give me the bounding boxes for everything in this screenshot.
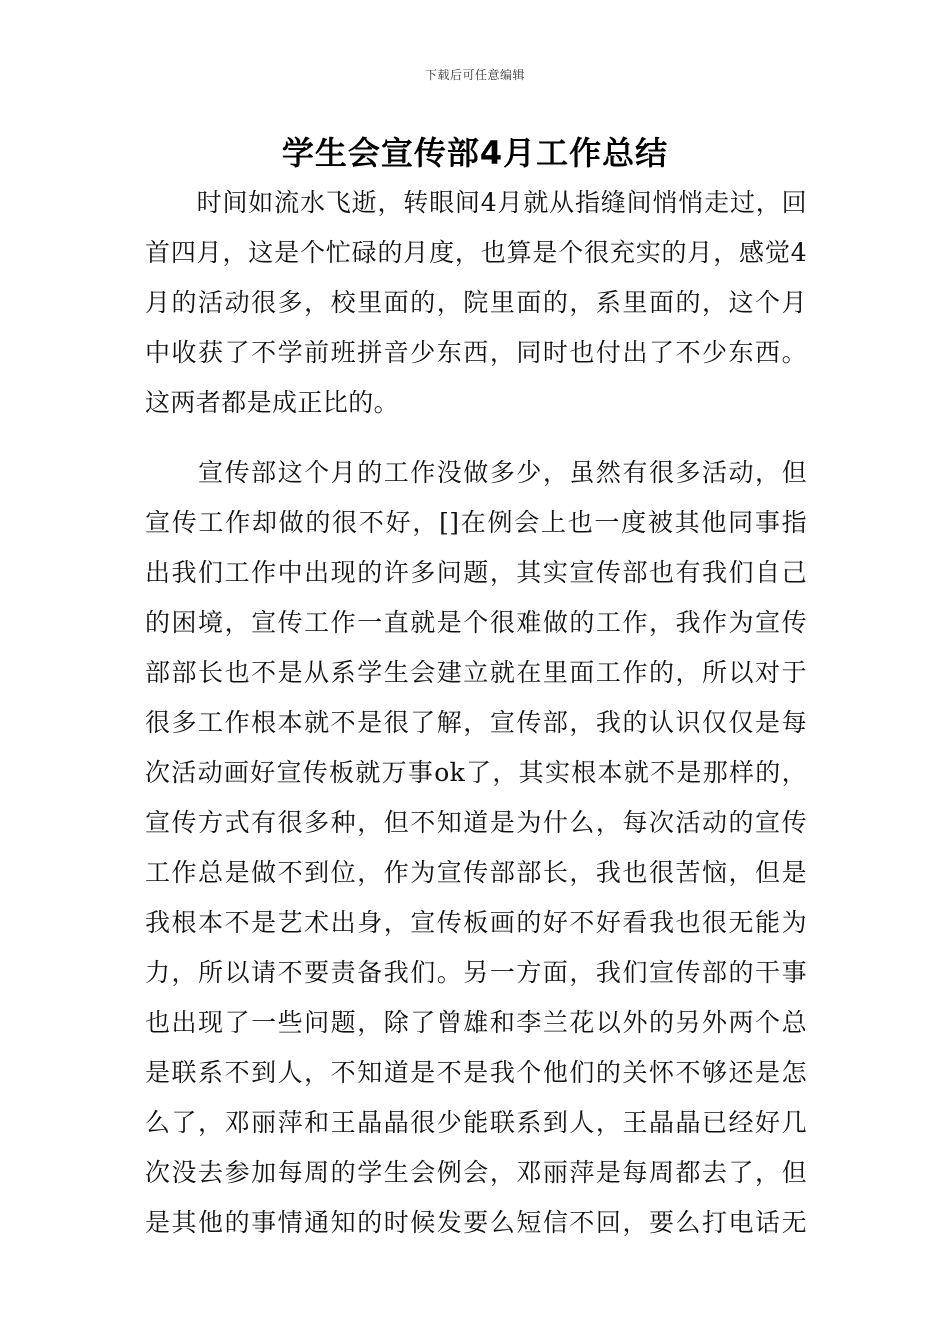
paragraph-line: 中收获了不学前班拼音少东西，同时也付出了不少东西。 — [145, 338, 807, 367]
paragraph-line: 出我们工作中出现的许多问题，其实宣传部也有我们自己 — [145, 558, 807, 587]
paragraph-line: 是联系不到人，不知道是不是我个他们的关怀不够还是怎 — [145, 1058, 807, 1087]
paragraph-line: 也出现了一些问题，除了曾雄和李兰花以外的另外两个总 — [145, 1008, 807, 1037]
paragraph-line: 我根本不是艺术出身，宣传板画的好不好看我也很无能为 — [145, 908, 807, 937]
document-title: 学生会宣传部4月工作总结 — [281, 134, 669, 172]
paragraph-line: 宣传工作却做的很不好，[]在例会上也一度被其他同事指 — [145, 508, 807, 537]
paragraph-line: 时间如流水飞逝，转眼间4月就从指缝间悄悄走过，回 — [145, 188, 807, 217]
paragraph-line: 宣传部这个月的工作没做多少，虽然有很多活动，但 — [145, 458, 807, 487]
paragraph-line: 力，所以请不要责备我们。另一方面，我们宣传部的干事 — [145, 958, 807, 987]
paragraph-line: 宣传方式有很多种，但不知道是为什么，每次活动的宣传 — [145, 808, 807, 837]
paragraph-line: 月的活动很多，校里面的，院里面的，系里面的，这个月 — [145, 288, 807, 317]
paragraph-line: 首四月，这是个忙碌的月度，也算是个很充实的月，感觉4 — [145, 238, 807, 267]
paragraph-1 — [145, 178, 807, 428]
paragraph-line: 次没去参加每周的学生会例会，邓丽萍是每周都去了，但 — [145, 1158, 807, 1187]
header-note: 下载后可任意编辑 — [424, 68, 525, 82]
paragraph-line: 工作总是做不到位，作为宣传部部长，我也很苦恼，但是 — [145, 858, 807, 887]
paragraph-line: 部部长也不是从系学生会建立就在里面工作的，所以对于 — [145, 658, 807, 687]
paragraph-gap — [145, 428, 807, 448]
paragraph-line: 是其他的事情通知的时候发要么短信不回，要么打电话无 — [145, 1208, 807, 1237]
document-body — [145, 178, 807, 1248]
paragraph-line: 次活动画好宣传板就万事ok了，其实根本就不是那样的， — [145, 758, 807, 787]
paragraph-line: 的困境，宣传工作一直就是个很难做的工作，我作为宣传 — [145, 608, 807, 637]
paragraph-2 — [145, 448, 807, 1248]
paragraph-line: 很多工作根本就不是很了解，宣传部，我的认识仅仅是每 — [145, 708, 807, 737]
paragraph-line: 这两者都是成正比的。 — [145, 388, 400, 417]
paragraph-line: 么了，邓丽萍和王晶晶很少能联系到人，王晶晶已经好几 — [145, 1108, 807, 1137]
